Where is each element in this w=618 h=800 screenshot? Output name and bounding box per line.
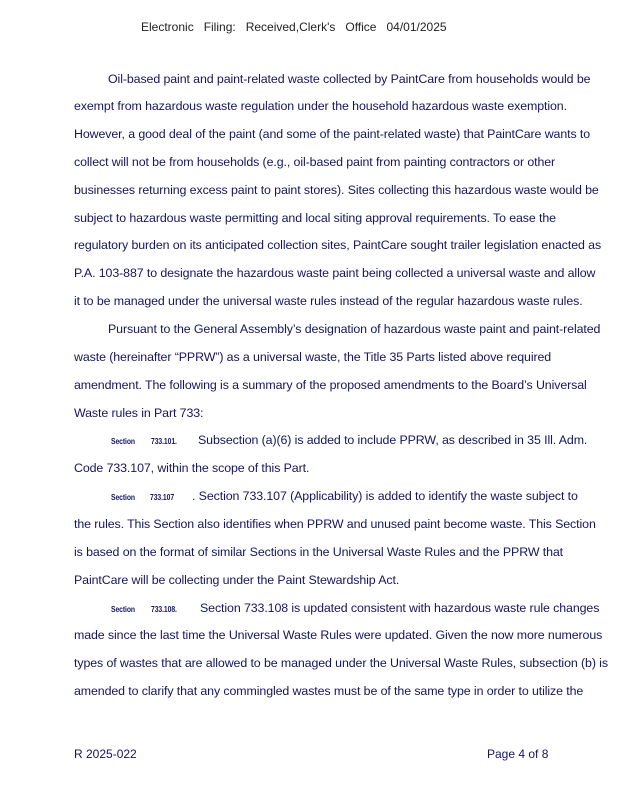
text-line: made since the last time the Universal Waste Rules were updated. Given the now more numerous	[74, 628, 603, 642]
text-line: amended to clarify that any commingled wastes must be of the same type in order to utilize the	[74, 684, 584, 698]
text-line: types of wastes that are allowed to be managed under the Universal Waste Rules, subsection (b) is	[74, 656, 608, 670]
text-line: exempt from hazardous waste regulation under the household hazardous waste exemption.	[74, 99, 567, 113]
section-733-107-line	[108, 489, 578, 503]
section-text: Subsection (a)(6) is added to include PPRW, as described in 35 Ill. Adm.	[198, 433, 588, 447]
text-line: collect will not be from households (e.g., oil-based paint from painting contractors or other	[74, 155, 556, 169]
header-received: Received,Clerk's	[245, 20, 336, 34]
text-line: regulatory burden on its anticipated collection sites, PaintCare sought trailer legislation enacted as	[74, 238, 602, 252]
section-number: 733.101.	[151, 436, 177, 446]
text-line: Waste rules in Part 733:	[74, 406, 204, 420]
page-number: Page 4 of 8	[487, 747, 549, 761]
header-electronic: Electronic	[141, 20, 194, 34]
text-line: amendment. The following is a summary of the proposed amendments to the Board’s Universal	[74, 378, 587, 392]
text-line: PaintCare will be collecting under the Paint Stewardship Act.	[74, 573, 400, 587]
section-label: Section	[111, 436, 136, 446]
text-line: subject to hazardous waste permitting and local siting approval requirements. To ease the	[74, 211, 556, 225]
text-line: P.A. 103-887 to designate the hazardous waste paint being collected a universal waste and allow	[74, 266, 596, 280]
text-line: However, a good deal of the paint (and some of the paint-related waste) that PaintCare wants to	[74, 127, 591, 141]
docket-number: R 2025-022	[74, 747, 137, 761]
text-line: it to be managed under the universal waste rules instead of the regular hazardous waste rules.	[74, 294, 583, 308]
section-text: . Section 733.107 (Applicability) is added to identify the waste subject to	[192, 489, 578, 503]
section-label: Section	[111, 492, 136, 502]
section-733-101-line	[108, 433, 587, 447]
header-office: Office	[345, 20, 377, 34]
header-date: 04/01/2025	[386, 20, 447, 34]
section-number: 733.107	[150, 492, 175, 502]
section-text: Section 733.108 is updated consistent with hazardous waste rule changes	[200, 601, 600, 615]
header-filing: Filing:	[203, 20, 236, 34]
text-line: Oil-based paint and paint-related waste collected by PaintCare from households would be	[108, 72, 591, 86]
section-number: 733.108.	[151, 604, 177, 614]
text-line: businesses returning excess paint to paint stores). Sites collecting this hazardous waste would be	[74, 183, 599, 197]
text-line: the rules. This Section also identifies when PPRW and unused paint become waste. This Section	[74, 517, 596, 531]
section-label: Section	[111, 604, 136, 614]
text-line: Pursuant to the General Assembly’s designation of hazardous waste paint and paint-related	[108, 322, 601, 336]
text-line: waste (hereinafter “PPRW”) as a universal waste, the Title 35 Parts listed above required	[74, 350, 552, 364]
section-733-108-line	[108, 601, 599, 615]
filing-stamp-header	[141, 20, 457, 34]
text-line: is based on the format of similar Sections in the Universal Waste Rules and the PPRW that	[74, 545, 564, 559]
text-line: Code 733.107, within the scope of this Part.	[74, 461, 310, 475]
